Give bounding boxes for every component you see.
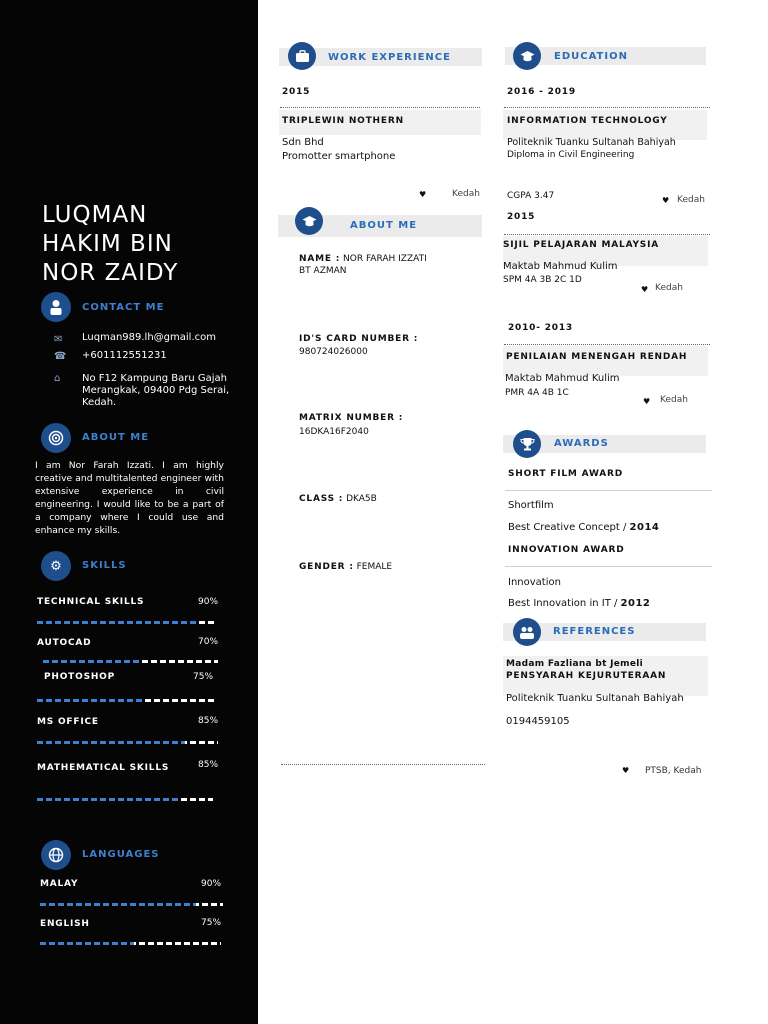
reference-org: Politeknik Tuanku Sultanah Bahiyah bbox=[506, 693, 684, 704]
people-icon bbox=[513, 618, 541, 646]
award-name: SHORT FILM AWARD bbox=[508, 469, 624, 479]
education-heading: EDUCATION bbox=[554, 51, 628, 62]
language-bar bbox=[40, 903, 223, 906]
id-label: ID'S CARD NUMBER : bbox=[299, 334, 419, 344]
work-year: 2015 bbox=[282, 87, 311, 97]
skill-name: MATHEMATICAL SKILLS bbox=[37, 763, 170, 773]
home-icon: ⌂ bbox=[54, 373, 61, 384]
skill-bar bbox=[37, 621, 215, 624]
target-icon bbox=[41, 423, 71, 453]
aboutme-heading: ABOUT ME bbox=[350, 220, 418, 231]
divider bbox=[504, 107, 710, 108]
edu-location: Kedah bbox=[655, 283, 683, 293]
contact-phone: +601112551231 bbox=[82, 350, 167, 361]
edu-detail: Diploma in Civil Engineering bbox=[507, 150, 635, 160]
award-name: INNOVATION AWARD bbox=[508, 545, 625, 555]
language-bar bbox=[40, 942, 221, 945]
edu-years: 2016 - 2019 bbox=[507, 87, 576, 97]
references-heading: REFERENCES bbox=[553, 626, 636, 637]
skills-heading: SKILLS bbox=[82, 560, 127, 571]
location-pin-icon: ♥ bbox=[419, 190, 427, 199]
awards-heading: AWARDS bbox=[554, 438, 609, 449]
divider bbox=[280, 107, 480, 108]
award-desc bbox=[508, 521, 659, 534]
gender-value: FEMALE bbox=[356, 562, 393, 572]
award-desc bbox=[508, 597, 650, 610]
skill-bar bbox=[37, 699, 215, 702]
class-label: CLASS : bbox=[299, 494, 344, 504]
id-value: 980724026000 bbox=[299, 347, 368, 357]
work-line-2: Promotter smartphone bbox=[282, 151, 396, 162]
edu-location: Kedah bbox=[677, 195, 705, 205]
work-company: TRIPLEWIN NOTHERN bbox=[282, 116, 404, 126]
edu-field: SIJIL PELAJARAN MALAYSIA bbox=[503, 240, 659, 250]
about-heading: ABOUT ME bbox=[82, 432, 150, 443]
skill-bar bbox=[43, 660, 218, 663]
mail-icon: ✉ bbox=[54, 334, 63, 345]
skill-bar bbox=[37, 798, 213, 801]
award-year: 2014 bbox=[629, 522, 660, 533]
divider bbox=[281, 764, 485, 765]
edu-detail: PMR 4A 4B 1C bbox=[505, 388, 569, 398]
trophy-icon bbox=[513, 430, 541, 458]
location-pin-icon: ♥ bbox=[622, 766, 630, 775]
edu-school: Politeknik Tuanku Sultanah Bahiyah bbox=[507, 137, 676, 148]
edu-years: 2015 bbox=[507, 212, 536, 222]
skill-percent: 90% bbox=[198, 597, 219, 607]
edu-field: PENILAIAN MENENGAH RENDAH bbox=[506, 352, 688, 362]
award-category: Innovation bbox=[508, 577, 561, 588]
contact-address-2: Merangkak, 09400 Pdg Serai, bbox=[82, 385, 230, 396]
name-label: NAME : bbox=[299, 254, 341, 264]
graduation-cap-icon bbox=[513, 42, 541, 70]
about-text: I am Nor Farah Izzati. I am highly creative and multitalented engineer with extensive experience in civil engineering. I would like to be a part of a company where I could use and enhance my skills. bbox=[35, 460, 224, 536]
gear-icon: ⚙ bbox=[41, 551, 71, 581]
skill-name: TECHNICAL SKILLS bbox=[37, 597, 145, 607]
graduation-cap-icon bbox=[295, 207, 323, 235]
languages-heading: LANGUAGES bbox=[82, 849, 160, 860]
location-pin-icon: ♥ bbox=[662, 196, 670, 205]
aboutme-gender bbox=[299, 561, 392, 574]
name-line-2: HAKIM BIN bbox=[42, 231, 173, 257]
contact-address-1: No F12 Kampung Baru Gajah bbox=[82, 373, 227, 384]
edu-years: 2010- 2013 bbox=[508, 323, 573, 333]
reference-location: PTSB, Kedah bbox=[645, 766, 702, 776]
divider bbox=[504, 234, 710, 235]
aboutme-name-2: BT AZMAN bbox=[299, 266, 347, 276]
edu-detail: SPM 4A 3B 2C 1D bbox=[503, 275, 582, 285]
reference-phone: 0194459105 bbox=[506, 716, 570, 727]
edu-field: INFORMATION TECHNOLOGY bbox=[507, 116, 668, 126]
gender-label: GENDER : bbox=[299, 562, 354, 572]
divider bbox=[505, 566, 712, 567]
contact-email[interactable]: Luqman989.lh@gmail.com bbox=[82, 332, 216, 343]
skill-percent: 75% bbox=[193, 672, 214, 682]
aboutme-class bbox=[299, 493, 377, 506]
edu-school: Maktab Mahmud Kulim bbox=[505, 373, 620, 384]
skill-percent: 85% bbox=[198, 716, 219, 726]
name-value: NOR FARAH IZZATI bbox=[343, 254, 427, 264]
class-value: DKA5B bbox=[346, 494, 377, 504]
edu-school: Maktab Mahmud Kulim bbox=[503, 261, 618, 272]
location-pin-icon: ♥ bbox=[643, 397, 651, 406]
contact-heading: CONTACT ME bbox=[82, 302, 165, 313]
matrix-label: MATRIX NUMBER : bbox=[299, 413, 404, 423]
skill-name: MS OFFICE bbox=[37, 717, 99, 727]
language-percent: 75% bbox=[201, 918, 222, 928]
matrix-value: 16DKA16F2040 bbox=[299, 427, 369, 437]
briefcase-icon bbox=[288, 42, 316, 70]
award-desc-text: Best Innovation in IT / bbox=[508, 598, 618, 609]
award-category: Shortfilm bbox=[508, 500, 554, 511]
contact-address-3: Kedah. bbox=[82, 397, 117, 408]
work-heading: WORK EXPERIENCE bbox=[328, 52, 451, 63]
name-line-3: NOR ZAIDY bbox=[42, 260, 179, 286]
edu-extra: CGPA 3.47 bbox=[507, 191, 555, 201]
location-pin-icon: ♥ bbox=[641, 285, 649, 294]
globe-icon bbox=[41, 840, 71, 870]
work-location: Kedah bbox=[452, 189, 480, 199]
language-name: ENGLISH bbox=[40, 919, 90, 929]
reference-name: Madam Fazliana bt Jemeli bbox=[506, 659, 644, 669]
name-line-1: LUQMAN bbox=[42, 202, 148, 228]
language-percent: 90% bbox=[201, 879, 222, 889]
edu-location: Kedah bbox=[660, 395, 688, 405]
reference-position: PENSYARAH KEJURUTERAAN bbox=[506, 671, 667, 681]
work-line-1: Sdn Bhd bbox=[282, 137, 324, 148]
skill-name: PHOTOSHOP bbox=[44, 672, 116, 682]
skill-percent: 85% bbox=[198, 760, 219, 770]
phone-icon: ☎ bbox=[54, 351, 67, 362]
sidebar bbox=[0, 0, 258, 1024]
skill-bar bbox=[37, 741, 218, 744]
skill-name: AUTOCAD bbox=[37, 638, 92, 648]
divider bbox=[504, 344, 710, 345]
award-desc-text: Best Creative Concept / bbox=[508, 522, 627, 533]
user-icon bbox=[41, 292, 71, 322]
language-name: MALAY bbox=[40, 879, 79, 889]
award-year: 2012 bbox=[620, 598, 651, 609]
skill-percent: 70% bbox=[198, 637, 219, 647]
divider bbox=[505, 490, 712, 491]
